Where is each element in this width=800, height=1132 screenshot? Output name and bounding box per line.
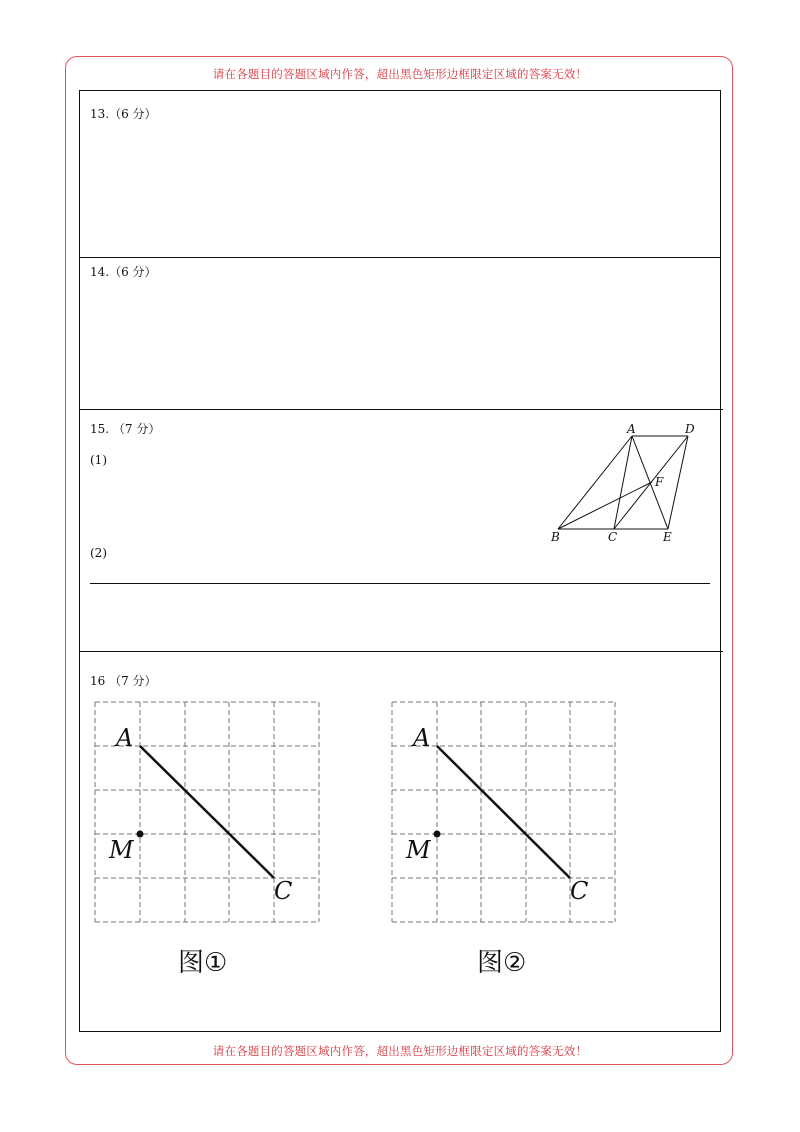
q16-fig2-point-m: M	[406, 836, 431, 864]
q15-point-b: B	[551, 530, 560, 544]
q16-label: 16 （7 分）	[90, 674, 157, 688]
q15-point-e: E	[663, 530, 672, 544]
q16-fig1-point-c: C	[274, 877, 293, 905]
q16-fig1-point-m: M	[109, 836, 134, 864]
q15-point-a: A	[627, 422, 636, 436]
notice-top: 请在各题目的答题区域内作答，超出黑色矩形边框限定区域的答案无效！	[212, 67, 588, 81]
q16-fig2-point-a: A	[413, 724, 431, 752]
q13-label: 13.（6 分）	[90, 107, 157, 121]
q14-label: 14.（6 分）	[90, 265, 157, 279]
q15-part2-label: (2)	[90, 546, 107, 560]
q15-point-d: D	[685, 422, 695, 436]
q16-fig1-point-a: A	[116, 724, 134, 752]
notice-bottom: 请在各题目的答题区域内作答，超出黑色矩形边框限定区域的答案无效！	[212, 1044, 588, 1058]
q15-point-c: C	[608, 530, 618, 544]
q16-fig2-point-c: C	[570, 877, 589, 905]
q16-fig1-caption: 图①	[178, 948, 228, 978]
q16-fig2-caption: 图②	[477, 948, 527, 978]
q15-point-f: F	[655, 475, 664, 489]
q15-part1-label: (1)	[90, 453, 107, 467]
q15-label: 15. （7 分）	[90, 422, 161, 436]
